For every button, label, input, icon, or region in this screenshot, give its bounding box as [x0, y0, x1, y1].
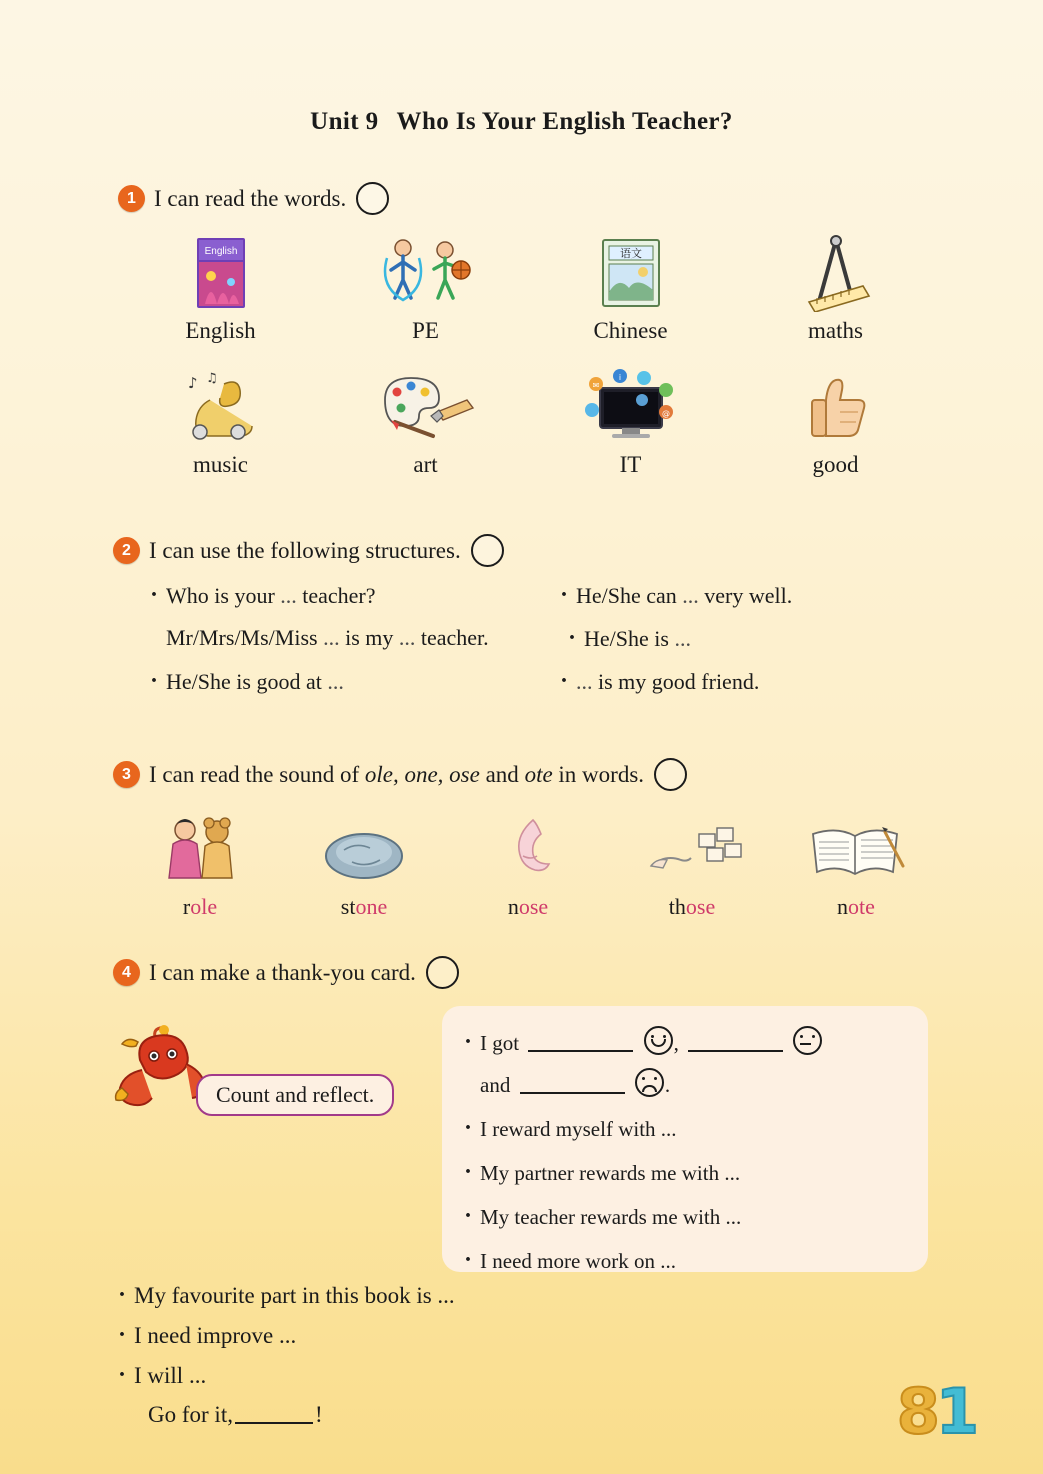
- item-2-number: 2: [113, 537, 140, 564]
- structure-row: [150, 668, 950, 695]
- structure-text: He/She can: [576, 583, 683, 608]
- reflect-line: · I need more work on ...: [464, 1242, 906, 1278]
- phonics-cell-nose: [446, 812, 610, 920]
- structure-left: Mr/Mrs/Ms/Miss ... is my ... teacher.: [166, 625, 489, 650]
- computer-icon: [576, 364, 686, 446]
- structure-text: Mr/Mrs/Ms/Miss: [166, 625, 324, 650]
- item-3-checkbox[interactable]: [654, 758, 687, 791]
- vocab-label: art: [413, 452, 438, 477]
- blank-field[interactable]: [528, 1050, 633, 1052]
- structures-list: [150, 582, 950, 711]
- item-2-header: [113, 534, 504, 567]
- vocab-label: English: [185, 318, 256, 343]
- svg-text:@: @: [661, 409, 670, 418]
- phonics-cell-role: [118, 812, 282, 920]
- vocab-label: Chinese: [593, 318, 668, 343]
- phonics-cell-those: [610, 812, 774, 920]
- thumbs-up-icon: [796, 364, 876, 446]
- item-2-checkbox[interactable]: [471, 534, 504, 567]
- vocabulary-row: [118, 364, 938, 478]
- chinese-book-icon: [593, 230, 669, 312]
- phonics-label: nose: [507, 894, 549, 919]
- role-play-costumes-icon: [155, 812, 245, 884]
- smiley-face-icon: [644, 1026, 673, 1055]
- svg-text:i: i: [618, 373, 621, 382]
- svg-text:English: English: [204, 246, 237, 257]
- children-sport-icon: [371, 230, 481, 312]
- go-for-it-line: Go for it, !: [148, 1402, 323, 1427]
- reflect-line-and: and .: [464, 1068, 906, 1102]
- vocab-cell-chinese: [528, 230, 733, 344]
- vocab-label: good: [812, 452, 859, 477]
- phonics-label: role: [182, 894, 218, 919]
- title-name: Who Is Your English Teacher?: [396, 108, 733, 135]
- neutral-face-icon: [793, 1026, 822, 1055]
- closing-line: · I will ...: [118, 1362, 455, 1389]
- vocab-cell-maths: [733, 230, 938, 344]
- phonics-label: note: [837, 894, 875, 919]
- callout-label: Count and reflect.: [216, 1082, 375, 1107]
- svg-text:♫: ♫: [205, 371, 218, 386]
- blank-field[interactable]: [235, 1422, 313, 1424]
- item-3-header: [113, 758, 687, 791]
- item-4-header: [113, 956, 459, 989]
- reflection-box: [442, 1006, 928, 1272]
- palette-brush-icon: [371, 364, 481, 446]
- title-unit: Unit 9: [310, 108, 379, 135]
- structure-text: He/She is: [584, 626, 675, 651]
- reflect-line-got: · I got ,: [464, 1024, 906, 1060]
- closing-reflection-list: [118, 1282, 455, 1441]
- blank-field[interactable]: [520, 1092, 625, 1094]
- svg-text:♪: ♪: [187, 374, 198, 392]
- count-and-reflect-callout: [196, 1074, 394, 1116]
- vocab-label: music: [193, 452, 248, 477]
- vocab-cell-english: [118, 230, 323, 344]
- structure-row: [150, 582, 950, 609]
- structure-right: · He/She can ... very well.: [540, 582, 950, 609]
- item-1-header: [118, 182, 389, 215]
- item-4-number: 4: [113, 959, 140, 986]
- structure-row: [150, 625, 950, 652]
- closing-line: · My favourite part in this book is ...: [118, 1282, 455, 1309]
- item-1-number: 1: [118, 185, 145, 212]
- svg-text:✉: ✉: [592, 381, 599, 390]
- vocab-cell-art: [323, 364, 528, 478]
- those-blocks-icon: [637, 812, 747, 884]
- phonics-label: those: [668, 894, 716, 919]
- item-3-text: I can read the sound of ole, one, ose and ote in words.: [149, 761, 645, 787]
- nose-icon: [493, 812, 563, 884]
- item-4-text: I can make a thank-you card.: [149, 959, 416, 985]
- reflect-line: · I reward myself with ...: [464, 1110, 906, 1146]
- notebook-icon: [801, 812, 911, 884]
- vocabulary-row: [118, 230, 938, 344]
- item-3-number: 3: [113, 761, 140, 788]
- vocabulary-grid: [118, 230, 938, 478]
- structure-left: · Who is your ... teacher?: [150, 582, 540, 609]
- reflect-line: · My teacher rewards me with ...: [464, 1198, 906, 1234]
- vocab-label: PE: [412, 318, 439, 343]
- closing-line: · I need improve ...: [118, 1322, 455, 1349]
- english-book-icon: [185, 230, 257, 312]
- vocab-cell-pe: [323, 230, 528, 344]
- vocab-cell-music: [118, 364, 323, 478]
- sad-face-icon: [635, 1068, 664, 1097]
- item-2-text: I can use the following structures.: [149, 537, 461, 563]
- page-number: 81: [896, 1375, 975, 1448]
- vocab-cell-good: [733, 364, 938, 478]
- item-4-checkbox[interactable]: [426, 956, 459, 989]
- instruments-icon: [166, 364, 276, 446]
- svg-text:语文: 语文: [619, 247, 642, 260]
- item-1-text: I can read the words.: [154, 185, 347, 211]
- structure-text: is my good friend.: [592, 669, 760, 694]
- blank-field[interactable]: [688, 1050, 783, 1052]
- structure-right: · ... is my good friend.: [540, 668, 950, 695]
- phonics-label: stone: [340, 894, 388, 919]
- reflect-line: · My partner rewards me with ...: [464, 1154, 906, 1190]
- vocab-label: maths: [808, 318, 863, 343]
- phonics-row: [118, 812, 938, 920]
- structure-left: · He/She is good at ...: [150, 668, 540, 695]
- item-1-checkbox[interactable]: [356, 182, 389, 215]
- structure-text: Who is your: [166, 583, 281, 608]
- page-title: [0, 108, 1043, 136]
- phonics-cell-note: [774, 812, 938, 920]
- compass-ruler-icon: [791, 230, 881, 312]
- structure-text: He/She is good at: [166, 669, 328, 694]
- vocab-label: IT: [619, 452, 642, 477]
- stone-icon: [314, 812, 414, 884]
- phonics-cell-stone: [282, 812, 446, 920]
- structure-right: · He/She is ...: [548, 625, 950, 652]
- vocab-cell-it: [528, 364, 733, 478]
